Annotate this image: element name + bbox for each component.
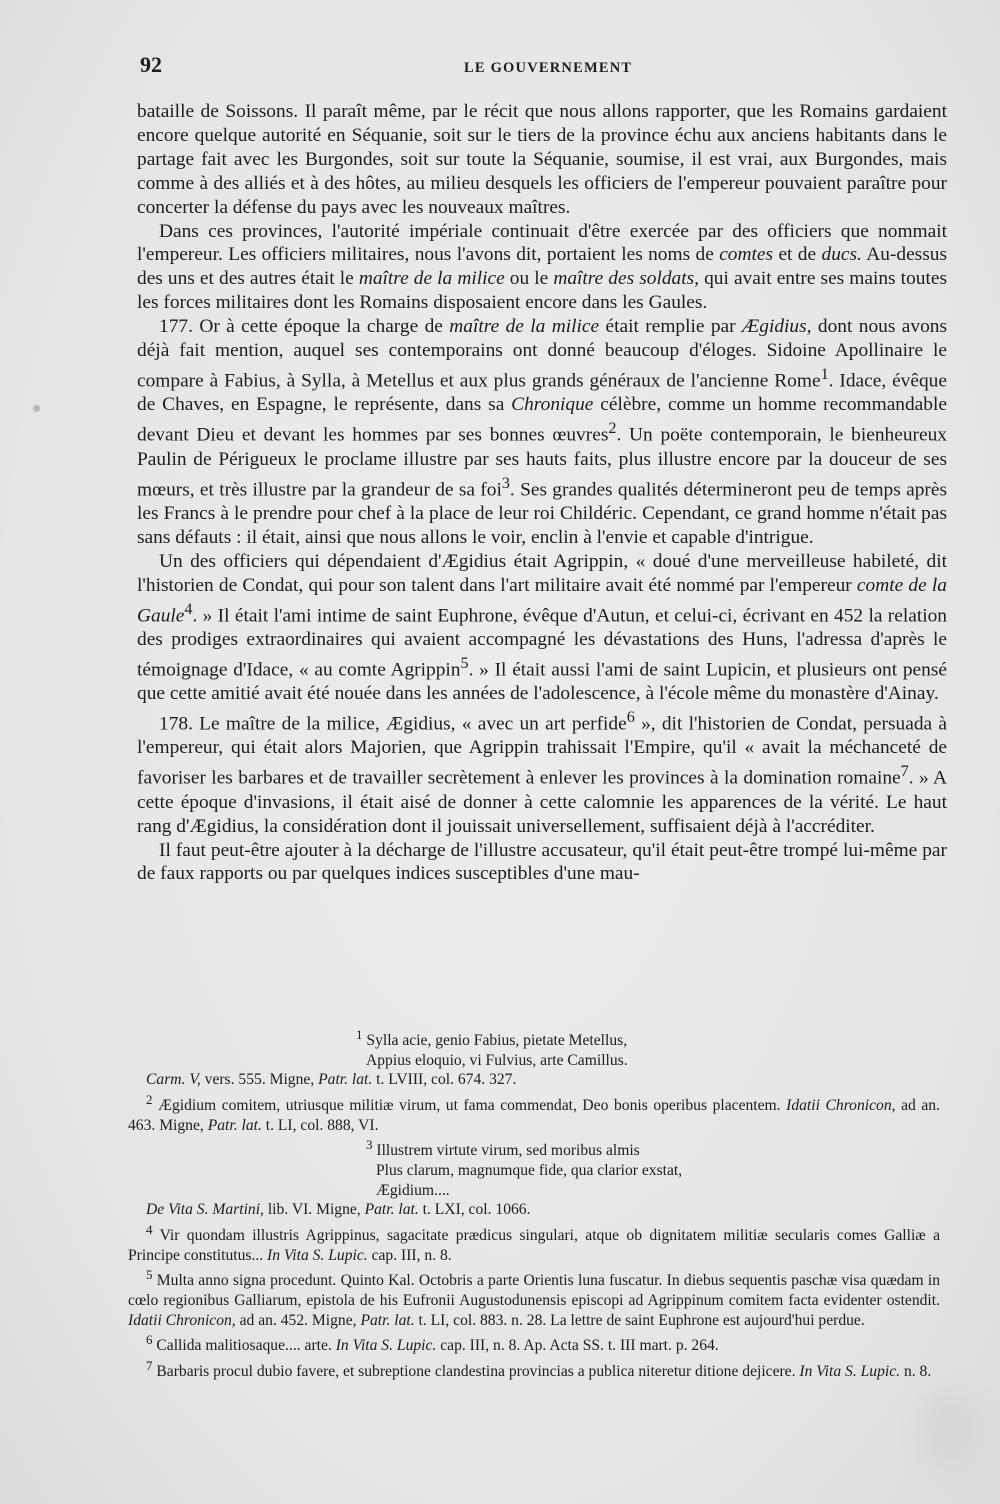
text-run: », dit l'historien de Condat, persuada à l'empereur, qui était alors Majorien, que Agrippin trahissait l'Empire, qu'il « avait la méchanceté de favoriser les barbares et de travailler secrètement à enlever les provinces à la domination romaine (137, 713, 947, 789)
footnote-mark: 5 (146, 1267, 153, 1283)
text-run: Barbaris procul dubio favere, et subreptione clandestina provincias a publica niteretur ditione dejicere. (156, 1363, 800, 1381)
text-run: . » A cette époque d'invasions, il était aisé de donner à cette calomnie les apparences de la vérité. Le haut rang d'Ægidius, la considération dont il jouissait universellement, suffisaient déjà à l'accréditer. (137, 767, 947, 837)
footnote-2 (128, 1090, 940, 1135)
paper-speck (33, 405, 40, 412)
text-run: célèbre, comme un homme recommandable devant Dieu et devant les hommes par ses bonnes œuvres (137, 394, 947, 446)
page-header (138, 52, 948, 82)
footnote-5 (128, 1265, 940, 1330)
footnote-1-verse (356, 1025, 940, 1070)
italic-term: comte de la Gaule (137, 574, 947, 626)
italic-term: Patr. lat. (364, 1201, 419, 1219)
footnote-3-verse (366, 1135, 940, 1200)
text-run: Callida malitiosaque.... arte. (156, 1337, 336, 1355)
italic-term: Patr. lat. (207, 1116, 262, 1134)
text-run: lib. VI. Migne, (263, 1201, 365, 1219)
verse-line: Plus clarum, magnumque fide, qua clarior exstat, (376, 1162, 683, 1180)
text-run: t. LXI, col. 1066. (418, 1201, 531, 1219)
italic-term: Patr. lat. (318, 1071, 373, 1089)
footnote-ref: 7 (900, 763, 909, 781)
italic-term: In Vita S. Lupic. (267, 1246, 368, 1264)
text-run: . Un poëte contemporain, le bienheureux Paulin de Périgueux le proclame illustre par ses hauts faits, plus illustre encore par la douceur de ses mœurs, et très illustre par la grandeur de sa foi (137, 424, 947, 500)
text-run: vers. 555. Migne, (200, 1071, 319, 1089)
italic-term: In Vita S. Lupic. (799, 1363, 901, 1381)
footnote-ref: 1 (820, 365, 829, 383)
paragraph-4 (137, 550, 947, 706)
verse-text: Illustrem virtute virum, sed moribus almis (376, 1142, 640, 1160)
footnotes (128, 1025, 940, 1382)
footnote-mark: 4 (146, 1221, 153, 1237)
italic-term: maître de la milice (449, 316, 600, 338)
footnote-ref: 2 (608, 420, 617, 438)
text-run: 178. Le maître de la milice, Ægidius, « avec un art perfide (159, 713, 627, 735)
italic-term: In Vita S. Lupic. (335, 1337, 437, 1355)
footnote-6 (128, 1330, 940, 1356)
footnote-ref: 6 (626, 709, 635, 727)
footnote-ref: 5 (460, 654, 469, 672)
text-run: Dans ces provinces, l'autorité impériale continuait d'être exercée par des officiers que nommait l'empereur. Les officiers militaires, nous l'avons dit, portaient les noms de (137, 220, 947, 266)
paragraph-6: Il faut peut-être ajouter à la décharge de l'illustre accusateur, qu'il était peut-être trompé lui-même par de faux rapports ou par quelques indices susceptibles d'une mau- (137, 839, 947, 885)
text-run: n. 8. (900, 1363, 932, 1381)
running-title: LE GOUVERNEMENT (464, 60, 633, 76)
text-run: . Ses grandes qualités détermineront peu de temps après les Francs à le prendre pour chef à la place de leur roi Childéric. Cependant, ce grand homme n'était pas sans défauts : il était, ainsi que nous allons le voir, enclin à l'envie et capable d'intrigue. (137, 479, 948, 548)
verse-line: Appius eloquio, vi Fulvius, arte Camillus. (366, 1051, 628, 1069)
italic-term: Patr. lat. (360, 1311, 415, 1329)
footnote-mark: 1 (356, 1027, 363, 1042)
text-run: Multa anno signa procedunt. Quinto Kal. Octobris a parte Orientis luna fuscatur. In diebus sequentis paschæ visa quædam in cœlo regionibus Galliarum, epistola de his Eufronii Augustodunensis episcopi ad Agrippinum comitem facta evidenter ostendit. (128, 1272, 940, 1310)
text-run: ou le (504, 268, 554, 290)
page-number: 92 (140, 52, 162, 77)
footnote-4 (128, 1220, 940, 1265)
paragraph-2 (137, 220, 947, 316)
text-run: . » Il était l'ami intime de saint Euphrone, évêque d'Autun, et celui-ci, écrivant en 452 la relation des prodiges extraordinaires qui avaient accompagné les dévastations des Huns, l'adressa d'après le témoignage d'Idace, « au comte Agrippin (137, 605, 947, 681)
verse-line: Ægidium.... (376, 1181, 450, 1199)
text-run: Un des officiers qui dépendaient d'Ægidius était Agrippin, « doué d'une merveilleuse habileté, dit l'historien de Condat, qui pour son talent dans l'art militaire avait été nommé par l'empereur (137, 550, 947, 596)
footnote-7 (128, 1356, 940, 1382)
italic-term: Idatii Chronicon, (128, 1311, 236, 1329)
text-run: Vir quondam illustris Agrippinus, sagacitate prædicus singulari, atque ob dignitatem militiæ secularis comes Galliæ a Principe constitutus... (128, 1227, 940, 1264)
verse-text: Sylla acie, genio Fabius, pietate Metellus, (366, 1032, 628, 1050)
body-text (137, 100, 947, 886)
paragraph-178 (137, 706, 947, 838)
text-run: Au-dessus des uns et des autres était le (137, 244, 948, 290)
paper-stain (920, 1390, 980, 1470)
footnote-mark: 2 (146, 1091, 153, 1107)
footnote-mark: 7 (146, 1358, 153, 1374)
italic-term: Idatii Chronicon, (786, 1097, 896, 1115)
italic-term: ducs. (821, 244, 862, 266)
text-run: et de (773, 244, 822, 266)
verse-line (356, 1025, 940, 1051)
footnote-1-source (128, 1070, 940, 1090)
text-run: 177. Or à cette époque la charge de (159, 316, 450, 338)
footnote-ref: 4 (184, 600, 193, 618)
text-run: cap. III, n. 8. Ap. Acta SS. t. III mart. p. 264. (436, 1337, 719, 1355)
text-run: t. LI, col. 888, VI. (261, 1116, 379, 1134)
text-run: . Idace, évêque de Chaves, en Espagne, le représente, dans sa (137, 370, 947, 416)
footnote-mark: 6 (146, 1332, 153, 1348)
footnote-ref: 3 (501, 474, 510, 492)
paragraph-177 (137, 315, 947, 550)
text-run: ad an. 452. Migne, (235, 1311, 361, 1329)
text-run: t. LVIII, col. 674. 327. (372, 1071, 517, 1089)
italic-term: Chronique (511, 394, 594, 416)
italic-term: Carm. V, (146, 1071, 201, 1089)
text-run: ad an. 463. Migne, (128, 1097, 940, 1134)
italic-term: maître de la milice (358, 268, 505, 290)
footnote-mark: 3 (366, 1137, 373, 1153)
italic-term: Ægidius, (742, 316, 812, 338)
italic-term: De Vita S. Martini, (146, 1201, 264, 1219)
text-run: cap. III, n. 8. (367, 1246, 452, 1264)
text-run: qui avait entre ses mains toutes les forces militaires dont les Romains disposaient encore dans les Gaules. (137, 268, 947, 314)
text-run: Ægidium comitem, utriusque militiæ virum, ut fama commendat, Deo bonis operibus placentem. (158, 1097, 787, 1115)
italic-term: comtes (719, 244, 774, 266)
footnote-3-source (128, 1200, 940, 1220)
verse-line (366, 1135, 940, 1161)
text-run: dont nous avons déjà fait mention, auquel ses contemporains ont donné beaucoup d'éloges. Sidoine Apollinaire le compare à Fabius, à Sylla, à Metellus et aux plus grands généraux de l'ancienne Rome (137, 316, 948, 392)
italic-term: maître des soldats, (553, 268, 700, 290)
text-run: t. LI, col. 883. n. 28. La lettre de saint Euphrone est aujourd'hui perdue. (414, 1311, 865, 1329)
text-run: . » Il était aussi l'ami de saint Lupicin, et plusieurs ont pensé que cette amitié avait été nouée dans les années de l'adolescence, à l'école même du monastère d'Ainay. (137, 659, 947, 705)
text-run: était remplie par (599, 316, 743, 338)
paragraph-1: bataille de Soissons. Il paraît même, par le récit que nous allons rapporter, que les Romains gardaient encore quelque autorité en Séquanie, soit sur le tiers de la province échu aux anciens habitants dans le partage fait avec les Burgondes, soit sur toute la Séquanie, soumise, il est vrai, aux Burgondes, mais comme à des alliés et à des hôtes, au milieu desquels les officiers de l'empereur pouvaient paraître pour concerter la défense du pays avec les nouveaux maîtres. (137, 101, 947, 218)
